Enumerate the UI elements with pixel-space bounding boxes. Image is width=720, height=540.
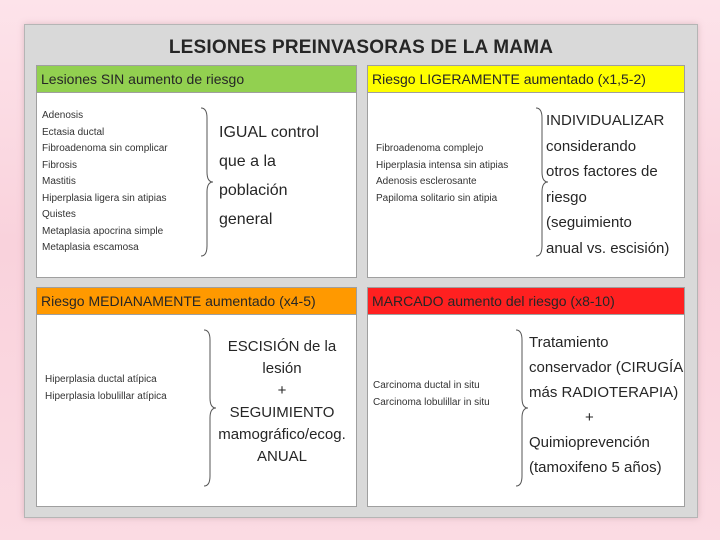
panel-slight-risk-list (376, 141, 508, 207)
list-item: Metaplasia escamosa (42, 242, 139, 253)
list-item: Mastitis (42, 176, 76, 187)
list-item: Hiperplasia lobulillar atípica (45, 390, 167, 402)
panel-medium-risk (36, 287, 357, 507)
panel-medium-risk-recommendation: ESCISIÓN de la lesión + SEGUIMIENTO mamográfico/ecog. ANUAL (218, 338, 346, 465)
slide-title: LESIONES PREINVASORAS DE LA MAMA (168, 37, 554, 58)
list-item: Fibrosis (42, 159, 78, 171)
list-item: Carcinoma ductal in situ (373, 380, 480, 391)
panel-no-risk (36, 65, 357, 278)
list-item: Carcinoma lobulillar in situ (373, 396, 490, 408)
panel-medium-risk-header: Riesgo MEDIANAMENTE aumentado (x4-5) (37, 288, 356, 315)
slide (24, 24, 698, 518)
list-item: Quistes (42, 209, 76, 220)
list-item: Fibroadenoma sin complicar (42, 143, 168, 154)
list-item: Fibroadenoma complejo (376, 143, 484, 154)
list-item: Papiloma solitario sin atipia (376, 192, 498, 204)
panel-no-risk-header: Lesiones SIN aumento de riesgo (37, 66, 356, 93)
panel-marked-risk-header: MARCADO aumento del riesgo (x8-10) (368, 288, 684, 315)
brace-icon (514, 328, 530, 488)
panel-no-risk-list (42, 108, 168, 257)
panel-medium-risk-list (45, 372, 167, 405)
panel-slight-risk-recommendation: INDIVIDUALIZAR considerando otros factores de riesgo (seguimiento anual vs. escisión) (546, 112, 670, 257)
panel-marked-risk (367, 287, 685, 507)
panel-no-risk-recommendation: IGUAL control que a la población general (219, 124, 319, 228)
panel-slight-risk-header: Riesgo LIGERAMENTE aumentado (x1,5-2) (368, 66, 684, 93)
list-item: Hiperplasia ligera sin atipias (42, 192, 167, 204)
list-item: Adenosis esclerosante (376, 176, 477, 187)
panel-marked-risk-list (373, 378, 490, 411)
panel-marked-risk-recommendation: Tratamiento conservador (CIRUGÍA más RADIOTERAPIA) + Quimioprevención (tamoxifeno 5 años) (529, 334, 684, 476)
panel-slight-risk (367, 65, 685, 278)
list-item: Hiperplasia intensa sin atipias (376, 159, 509, 171)
list-item: Metaplasia apocrina simple (42, 225, 164, 237)
list-item: Ectasia ductal (42, 126, 105, 138)
brace-icon (199, 106, 215, 258)
list-item: Hiperplasia ductal atípica (45, 374, 157, 385)
list-item: Adenosis (42, 110, 84, 121)
